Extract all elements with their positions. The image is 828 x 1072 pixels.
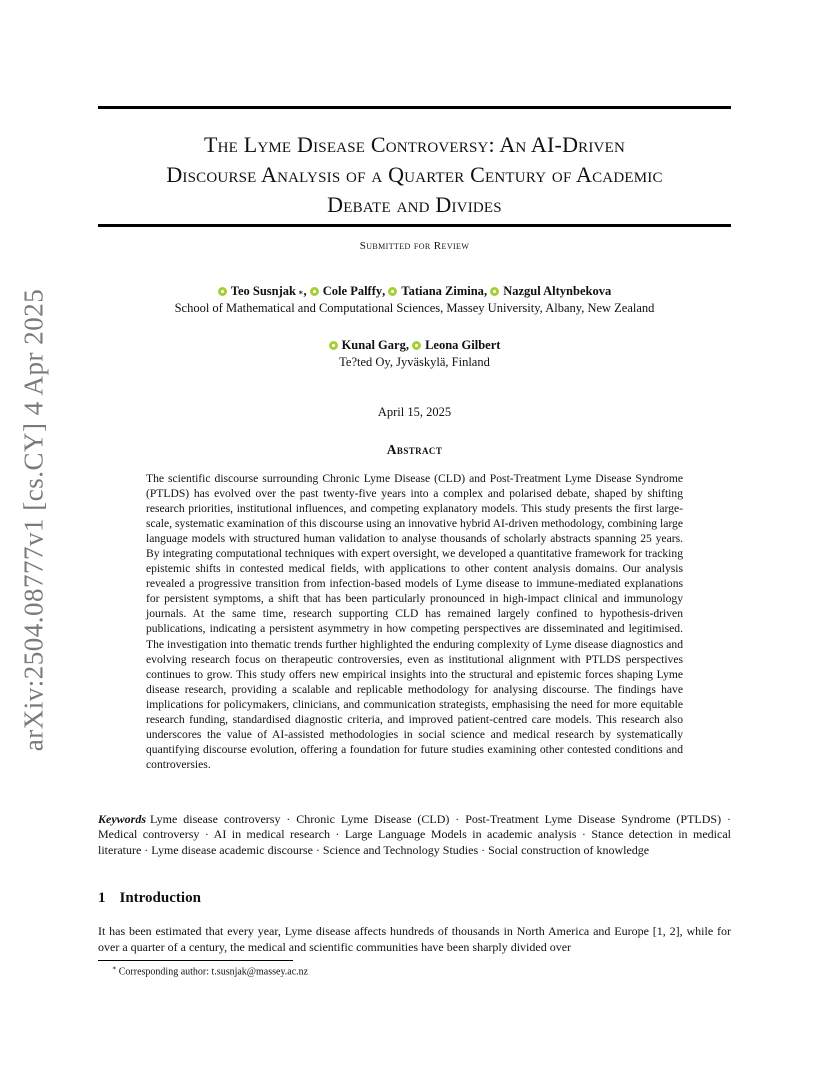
keywords — [98, 812, 731, 858]
author — [412, 338, 500, 353]
title-line-1: The Lyme Disease Controversy: An AI-Driven — [203, 132, 625, 157]
author-name: Cole Palffy — [322, 284, 383, 298]
author — [490, 284, 611, 299]
footnote-rule — [98, 960, 293, 961]
author-group-2 — [98, 338, 731, 371]
corresponding-mark: ∗ — [297, 287, 304, 297]
section-title: Introduction — [119, 890, 201, 906]
footnote-mark: ∗ — [112, 964, 117, 972]
title-rule-top — [98, 106, 731, 109]
author-name: Nazgul Altynbekova — [503, 284, 612, 298]
section-number: 1 — [98, 890, 106, 906]
abstract-text: The scientific discourse surrounding Chronic Lyme Disease (CLD) and Post-Treatment Lyme Disease Syndrome (PTLDS) has evolved over the past twenty-five years into a complex and polarised debate, shaped by shifting research priorities, institutional influences, and competing explanatory models. This study presents the first large-scale, systematic examination of this discourse using an innovative hybrid AI-driven methodology, combining large language models with structured human validation to analyse thousands of scholarly abstracts spanning 25 years. By integrating computational techniques with expert oversight, we developed a quantitative framework for tracking epistemic shifts in contested medical fields, with applications to other content analysis domains. Our analysis revealed a progressive transition from infection-based models of Lyme disease to immune-mediated explanations for persistent symptoms, a shift that has been particularly pronounced in high-impact clinical and immunology journals. At the same time, research supporting CLD has remained largely confined to hypothesis-driven publications, indicating a persistent asymmetry in how competing perspectives are disseminated and legitimised. The investigation into thematic trends further highlighted the enduring complexity of Lyme disease diagnostics and evolving research focus on therapeutic controversies, even as institutional alignment with PTLDS perspectives continues to grow. This study offers new empirical insights into the structural and epistemic forces shaping Lyme disease research, providing a scalable and replicable methodology for analysing discourse. The findings have implications for policymakers, clinicians, and communication strategists, emphasising the need for more equitable research funding, standardised diagnostic criteria, and improved patient-centred care models. This research also underscores the value of AI-assisted methodologies in social science and medical research by systematically quantifying discourse evolution, offering a foundation for future studies examining other contested conditions and controversies. — [146, 472, 683, 771]
abstract-heading: Abstract — [386, 442, 443, 457]
keywords-text: Lyme disease controversy · Chronic Lyme Disease (CLD) · Post-Treatment Lyme Disease Syndrome (PTLDS) · Medical controversy · AI in medical research · Large Language Models in academic analysis · Stance detection in medical literature · Lyme disease academic discourse · Science and Technology Studies · Social construction of knowledge — [98, 812, 731, 857]
orcid-icon[interactable] — [329, 341, 338, 350]
author — [329, 338, 406, 353]
affiliation: School of Mathematical and Computational Sciences, Massey University, Albany, New Zealand — [174, 301, 655, 315]
paper-title — [98, 130, 731, 220]
orcid-icon[interactable] — [310, 287, 319, 296]
orcid-icon[interactable] — [412, 341, 421, 350]
author-names: Teo Susnjak ∗ , Cole Palffy , Tatiana Zimina , Nazgul Altynbekova — [98, 284, 731, 299]
author-name: Tatiana Zimina — [401, 284, 484, 298]
keywords-label: Keywords — [98, 812, 146, 826]
orcid-icon[interactable] — [388, 287, 397, 296]
orcid-icon[interactable] — [218, 287, 227, 296]
title-line-2: Discourse Analysis of a Quarter Century of Academic — [166, 162, 663, 187]
author-name: Leona Gilbert — [425, 338, 501, 352]
orcid-icon[interactable] — [490, 287, 499, 296]
author — [388, 284, 484, 299]
author — [218, 284, 304, 299]
author — [310, 284, 382, 299]
arxiv-identifier: arXiv:2504.08777v1 [cs.CY] 4 Apr 2025 — [18, 288, 49, 752]
introduction-text: It has been estimated that every year, Lyme disease affects hundreds of thousands in North America and Europe [1, 2], while for over a quarter of a century, the medical and scientific communities have been sharply divided over — [98, 924, 731, 954]
author-names: Kunal Garg , Leona Gilbert — [98, 338, 731, 353]
author-name: Teo Susnjak — [230, 284, 296, 298]
author-group-1 — [98, 284, 731, 317]
title-rule-bottom — [98, 224, 731, 227]
publication-date: April 15, 2025 — [377, 405, 452, 419]
submission-status: Submitted for Review — [359, 240, 470, 252]
footnote — [112, 964, 308, 977]
author-name: Kunal Garg — [341, 338, 406, 352]
footnote-text: Corresponding author: t.susnjak@massey.ac.nz — [118, 966, 309, 978]
title-line-3: Debate and Divides — [327, 192, 502, 217]
affiliation: Te?ted Oy, Jyväskylä, Finland — [339, 355, 490, 369]
section-heading — [98, 890, 201, 907]
